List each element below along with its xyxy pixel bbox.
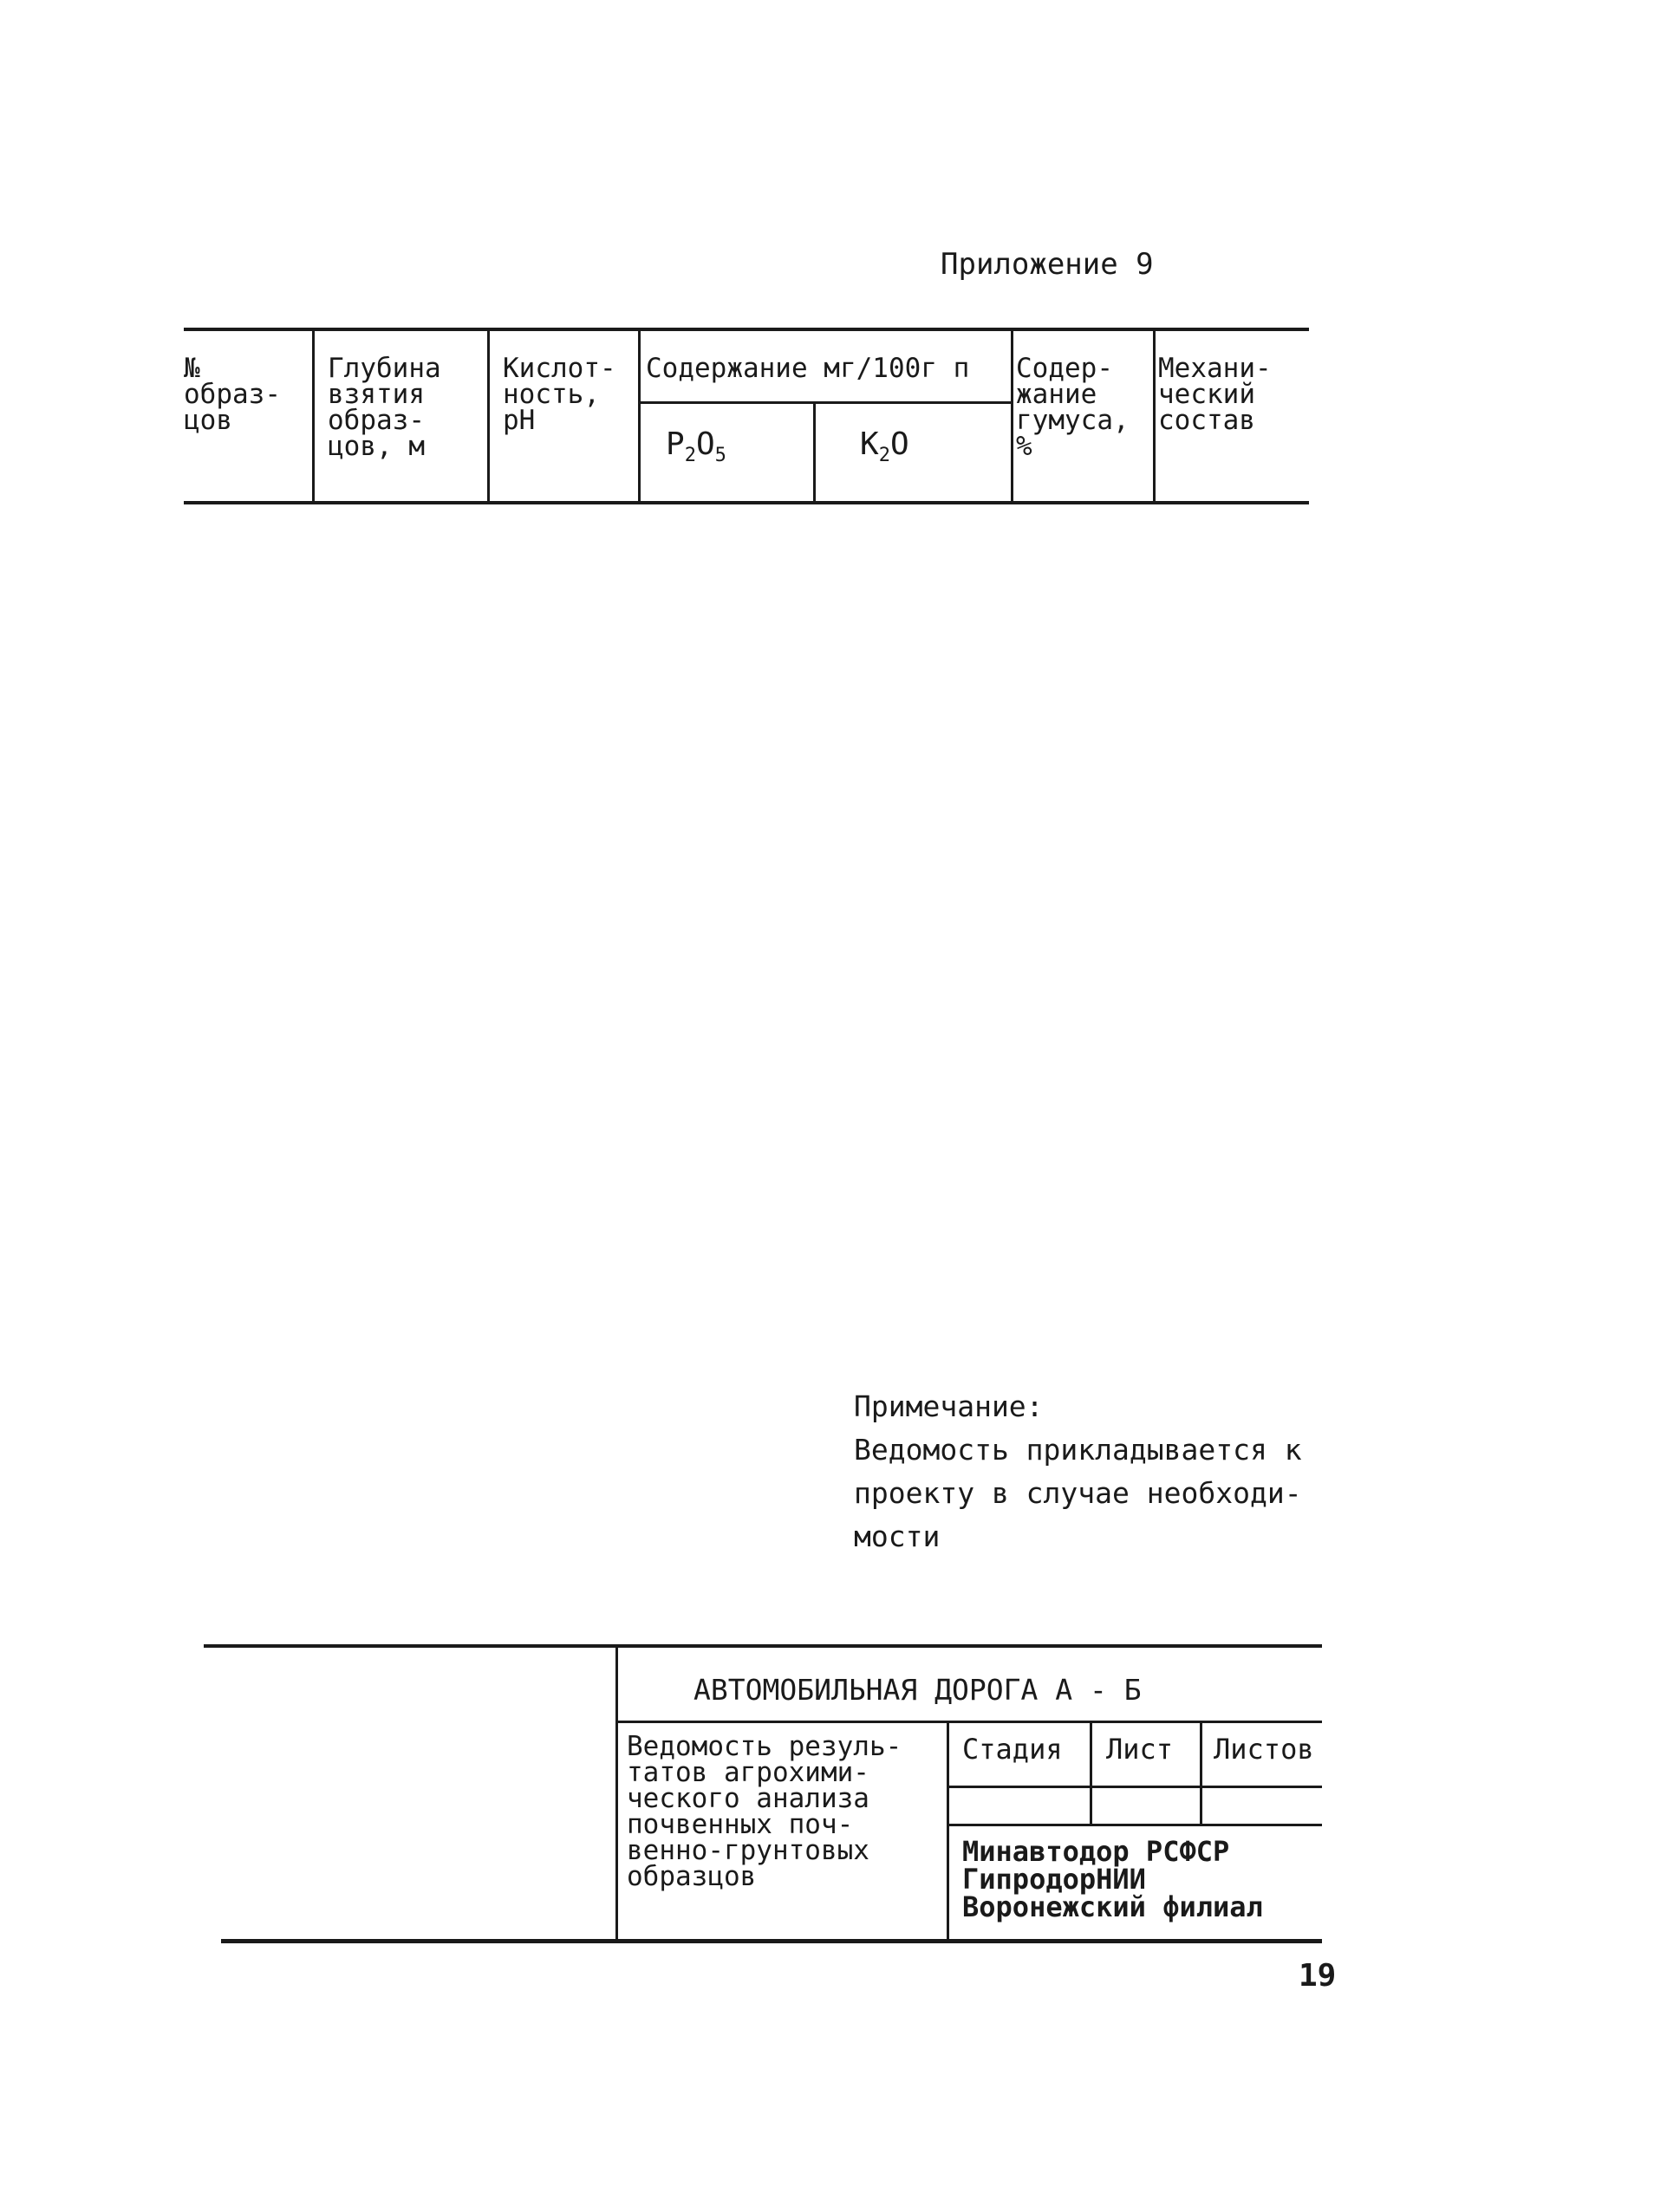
col-k2o: $K_2O$ xyxy=(860,426,909,466)
col-content: Содержание мг/100г п xyxy=(646,353,970,384)
title-block-description: Ведомость резуль- татов агрохими- ческого анализа почвенных поч- венно-грунтовых образцов xyxy=(627,1731,902,1892)
organization: Минавтодор РСФСР ГипродорНИИ Воронежский филиал xyxy=(962,1835,1263,1923)
col-acidity: Кислот- ность, pH xyxy=(503,353,616,436)
col-p2o5: $P_2O_5$ xyxy=(666,426,726,466)
col-sampling-depth: Глубина взятия образ- цов, м xyxy=(328,353,441,462)
page-number: 19 xyxy=(1299,1958,1337,1994)
col-humus: Содер- жание гумуса, % xyxy=(1016,353,1130,462)
sheet-label: Лист xyxy=(1106,1733,1174,1766)
note xyxy=(854,1385,1302,1558)
sheets-label: Листов xyxy=(1214,1733,1314,1766)
stage-label: Стадия xyxy=(962,1733,1063,1766)
appendix-label: Приложение 9 xyxy=(941,247,1154,282)
col-mechanical-composition: Механи- ческий состав xyxy=(1158,353,1272,436)
note-heading: Примечание: xyxy=(854,1389,1044,1423)
title-block-title: АВТОМОБИЛЬНАЯ ДОРОГА А - Б xyxy=(693,1673,1142,1707)
note-text: Ведомость прикладывается к проекту в случае необходи- мости xyxy=(854,1433,1302,1553)
col-sample-number: № образ- цов xyxy=(184,353,281,436)
